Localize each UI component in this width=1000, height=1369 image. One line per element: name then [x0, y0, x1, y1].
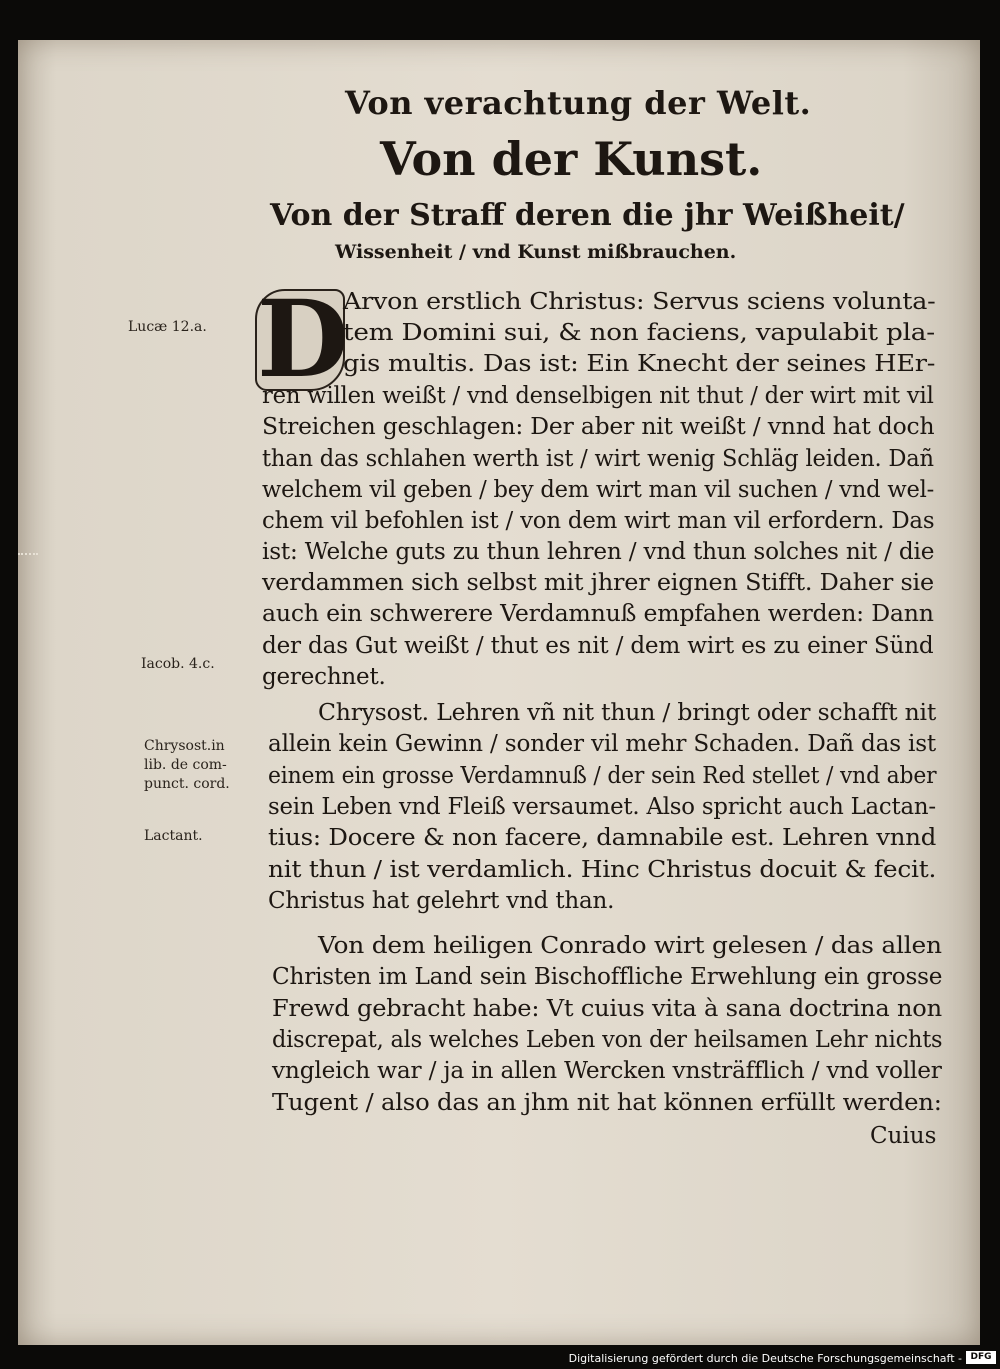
text-line: welchem vil geben / bey dem wirt man vil suchen / vnd wel-	[262, 477, 935, 503]
chapter-subtitle-continued: Wissenheit / vnd Kunst mißbrauchen.	[335, 241, 737, 263]
text-line: auch ein schwerere Verdamnuß empfahen werden: Dann	[262, 601, 934, 627]
text-line: gis multis. Das ist: Ein Knecht der seines HEr-	[343, 351, 936, 377]
text-line: gerechnet.	[262, 664, 386, 690]
text-line: Streichen geschlagen: Der aber nit weißt / vnnd hat doch	[262, 414, 935, 440]
chapter-title: Von der Kunst.	[380, 132, 763, 186]
text-line: ren willen weißt / vnd denselbigen nit thut / der wirt mit vil	[262, 383, 934, 409]
margin-note-lactantius: Lactant.	[144, 828, 203, 844]
text-line: tius: Docere & non facere, damnabile est. Lehren vnnd	[268, 825, 937, 851]
text-line: Tugent / also das an jhm nit hat können erfüllt werden:	[272, 1090, 942, 1116]
text-line: Christen im Land sein Bischoffliche Erwehlung ein grosse	[272, 964, 943, 990]
text-line: vngleich war / ja in allen Wercken vnsträfflich / vnd voller	[272, 1058, 942, 1084]
catchword: Cuius	[870, 1123, 937, 1149]
margin-note-james: Iacob. 4.c.	[141, 656, 215, 672]
text-line: verdammen sich selbst mit jhrer eignen Stifft. Daher sie	[262, 570, 934, 596]
footer-credit: Digitalisierung gefördert durch die Deutsche Forschungsgemeinschaft -	[568, 1352, 962, 1365]
running-head: Von verachtung der Welt.	[345, 84, 812, 122]
text-line: Frewd gebracht habe: Vt cuius vita à sana doctrina non	[272, 996, 942, 1022]
decorated-initial: D	[257, 276, 349, 401]
text-line: than das schlahen werth ist / wirt wenig Schläg leiden. Dañ	[262, 446, 934, 472]
text-line: discrepat, als welches Leben von der heilsamen Lehr nichts	[272, 1027, 943, 1053]
margin-note-luke: Lucæ 12.a.	[128, 319, 207, 335]
text-line: nit thun / ist verdamlich. Hinc Christus docuit & fecit.	[268, 857, 937, 883]
margin-note-chrysostom: Chrysost.in lib. de com- punct. cord.	[144, 738, 230, 792]
text-line: ist: Welche guts zu thun lehren / vnd thun solches nit / die	[262, 539, 935, 565]
text-line: sein Leben vnd Fleiß versaumet. Also spricht auch Lactan-	[268, 794, 936, 820]
text-line: Von dem heiligen Conrado wirt gelesen / das allen	[318, 933, 942, 959]
text-line: einem ein grosse Verdamnuß / der sein Red stellet / vnd aber	[268, 763, 937, 789]
text-line: Chrysost. Lehren vñ nit thun / bringt oder schafft nit	[318, 700, 937, 726]
text-line: tem Domini sui, & non faciens, vapulabit pla-	[343, 320, 935, 346]
text-line: der das Gut weißt / thut es nit / dem wirt es zu einer Sünd	[262, 633, 934, 659]
text-line: Arvon erstlich Christus: Servus sciens volunta-	[343, 289, 936, 315]
page-edge-marker	[18, 553, 38, 561]
text-line: Christus hat gelehrt vnd than.	[268, 888, 615, 914]
text-line: allein kein Gewinn / sonder vil mehr Schaden. Dañ das ist	[268, 731, 936, 757]
chapter-subtitle: Von der Straff deren die jhr Weißheit/	[270, 198, 905, 233]
dfg-logo-icon: DFG	[966, 1351, 996, 1364]
book-page	[18, 40, 980, 1345]
text-line: chem vil befohlen ist / von dem wirt man vil erfordern. Das	[262, 508, 935, 534]
